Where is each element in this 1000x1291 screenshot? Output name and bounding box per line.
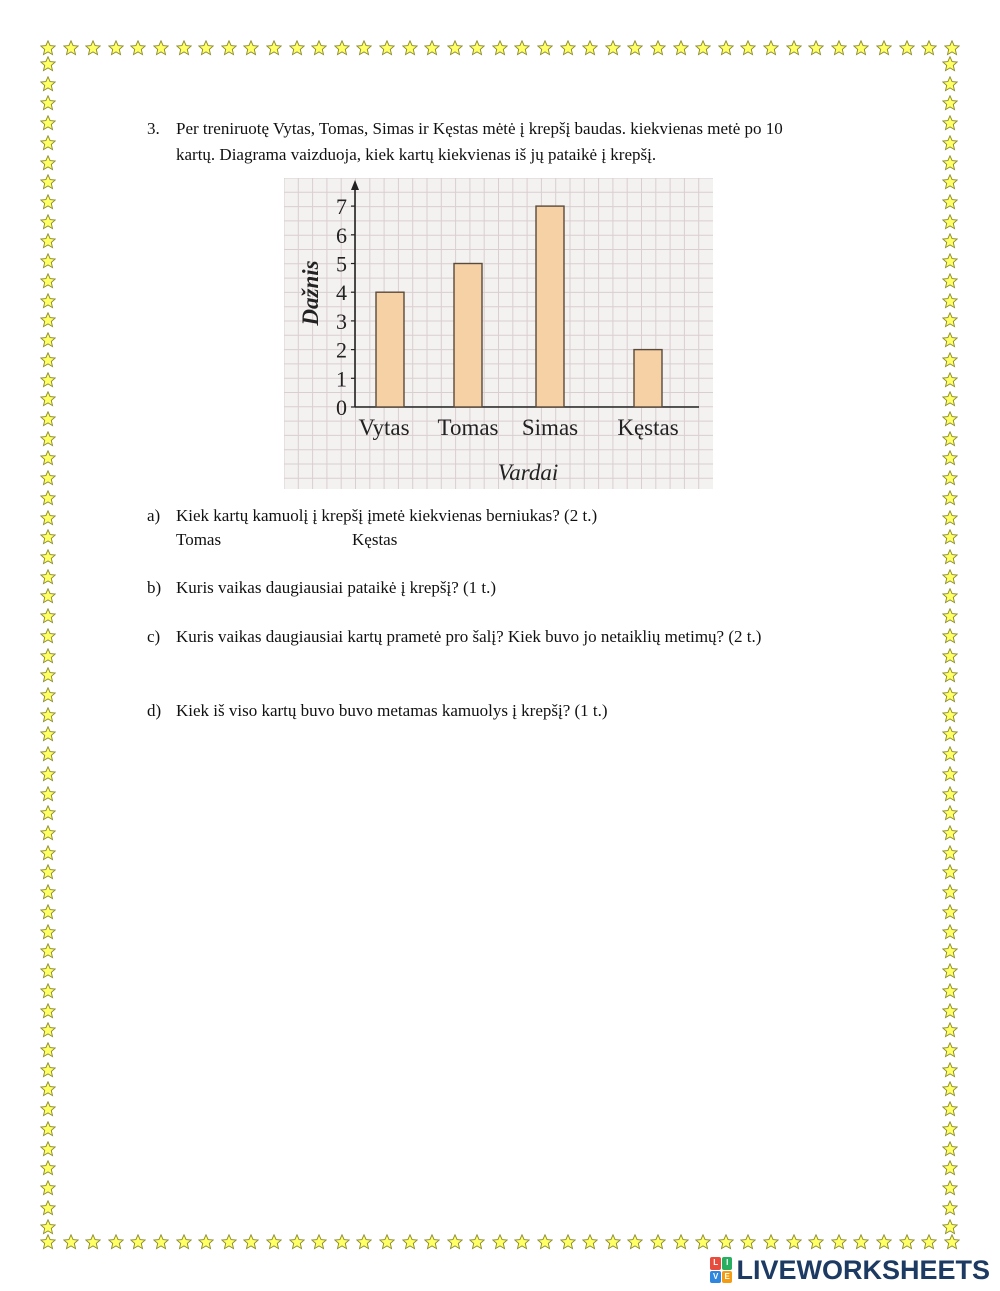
star-icon <box>40 786 56 802</box>
bar-tomas <box>454 264 482 408</box>
star-icon <box>537 40 553 56</box>
star-icon <box>40 115 56 131</box>
y-axis-label: Dažnis <box>298 260 323 326</box>
star-icon <box>130 40 146 56</box>
star-icon <box>942 312 958 328</box>
star-icon <box>243 1234 259 1250</box>
star-icon <box>40 1101 56 1117</box>
star-icon <box>198 40 214 56</box>
star-icon <box>40 766 56 782</box>
star-icon <box>582 1234 598 1250</box>
star-icon <box>942 805 958 821</box>
star-icon <box>942 431 958 447</box>
star-icon <box>402 1234 418 1250</box>
question-text-line1: Per treniruotę Vytas, Tomas, Simas ir Kęstas mėtė į krepšį baudas. kiekvienas metė po 10 <box>176 119 783 138</box>
star-icon <box>40 529 56 545</box>
star-icon <box>942 707 958 723</box>
star-icon <box>942 135 958 151</box>
star-icon <box>40 174 56 190</box>
star-icon <box>942 766 958 782</box>
star-icon <box>942 76 958 92</box>
star-icon <box>718 1234 734 1250</box>
star-icon <box>740 40 756 56</box>
bar-vytas <box>376 292 404 407</box>
star-icon <box>605 1234 621 1250</box>
star-icon <box>176 40 192 56</box>
star-icon <box>942 56 958 72</box>
star-icon <box>942 490 958 506</box>
star-icon <box>469 1234 485 1250</box>
star-icon <box>40 76 56 92</box>
star-icon <box>40 450 56 466</box>
star-icon <box>942 372 958 388</box>
star-icon <box>85 1234 101 1250</box>
star-icon <box>514 40 530 56</box>
star-icon <box>650 1234 666 1250</box>
star-icon <box>40 805 56 821</box>
star-icon <box>40 1081 56 1097</box>
star-icon <box>944 1234 960 1250</box>
star-icon <box>153 1234 169 1250</box>
star-icon <box>176 1234 192 1250</box>
star-icon <box>514 1234 530 1250</box>
star-icon <box>40 372 56 388</box>
star-icon <box>942 1219 958 1235</box>
star-icon <box>40 95 56 111</box>
star-icon <box>942 1141 958 1157</box>
star-icon <box>673 40 689 56</box>
star-icon <box>40 56 56 72</box>
star-icon <box>942 391 958 407</box>
star-icon <box>942 194 958 210</box>
star-icon <box>63 1234 79 1250</box>
star-icon <box>40 1234 56 1250</box>
star-icon <box>582 40 598 56</box>
star-icon <box>942 588 958 604</box>
star-icon <box>942 155 958 171</box>
star-icon <box>921 1234 937 1250</box>
star-icon <box>808 1234 824 1250</box>
sub-question-text: Kuris vaikas daugiausiai kartų prametė pro šalį? Kiek buvo jo netaiklių metimų? (2 t.) <box>176 627 762 646</box>
star-icon <box>942 95 958 111</box>
star-border-right <box>940 56 960 1236</box>
y-tick-label: 2 <box>336 337 347 363</box>
star-icon <box>221 1234 237 1250</box>
star-icon <box>153 40 169 56</box>
star-icon <box>402 40 418 56</box>
star-icon <box>40 1180 56 1196</box>
answer-label-kestas: Kęstas <box>352 530 398 549</box>
star-icon <box>492 1234 508 1250</box>
liveworksheets-brand-text: LIVEWORKSHEETS <box>736 1254 990 1285</box>
star-icon <box>942 1200 958 1216</box>
sub-question-text: Kiek iš viso kartų buvo buvo metamas kamuolys į krepšį? (1 t.) <box>176 701 608 720</box>
star-icon <box>921 40 937 56</box>
star-icon <box>40 864 56 880</box>
logo-letter: I <box>722 1257 733 1270</box>
star-icon <box>537 1234 553 1250</box>
star-icon <box>786 40 802 56</box>
star-icon <box>942 549 958 565</box>
star-icon <box>942 608 958 624</box>
star-icon <box>447 40 463 56</box>
star-icon <box>40 510 56 526</box>
x-tick-label: Tomas <box>437 415 499 440</box>
star-icon <box>130 1234 146 1250</box>
star-icon <box>942 529 958 545</box>
star-icon <box>40 746 56 762</box>
star-icon <box>942 1042 958 1058</box>
star-icon <box>40 40 56 56</box>
star-icon <box>85 40 101 56</box>
star-icon <box>40 214 56 230</box>
star-icon <box>243 40 259 56</box>
star-icon <box>942 411 958 427</box>
star-icon <box>311 1234 327 1250</box>
x-tick-label: Simas <box>521 415 579 440</box>
star-icon <box>853 40 869 56</box>
star-icon <box>334 40 350 56</box>
star-icon <box>379 40 395 56</box>
star-icon <box>942 864 958 880</box>
star-icon <box>40 648 56 664</box>
star-icon <box>40 1003 56 1019</box>
sub-question-text: Kiek kartų kamuolį į krepšį įmetė kiekvienas berniukas? (2 t.) <box>176 506 598 525</box>
star-icon <box>942 628 958 644</box>
y-tick-label: 1 <box>336 366 347 392</box>
star-icon <box>831 40 847 56</box>
x-tick-label: Vytas <box>358 415 410 440</box>
star-icon <box>942 352 958 368</box>
star-border-left <box>38 56 58 1236</box>
star-icon <box>311 40 327 56</box>
star-icon <box>198 1234 214 1250</box>
bar-chart-svg <box>284 178 713 489</box>
star-icon <box>942 943 958 959</box>
star-icon <box>942 726 958 742</box>
star-icon <box>942 253 958 269</box>
sub-question-label: a) <box>147 506 161 525</box>
star-icon <box>673 1234 689 1250</box>
star-icon <box>289 40 305 56</box>
star-icon <box>40 707 56 723</box>
star-icon <box>40 1141 56 1157</box>
star-icon <box>40 687 56 703</box>
star-icon <box>942 845 958 861</box>
star-icon <box>334 1234 350 1250</box>
star-icon <box>40 312 56 328</box>
star-border-bottom <box>40 1232 960 1252</box>
star-icon <box>942 293 958 309</box>
star-icon <box>899 40 915 56</box>
star-icon <box>853 1234 869 1250</box>
star-icon <box>740 1234 756 1250</box>
star-icon <box>942 1003 958 1019</box>
y-tick-label: 0 <box>336 395 347 420</box>
sub-question-label: b) <box>147 578 162 597</box>
star-icon <box>40 1062 56 1078</box>
star-icon <box>40 490 56 506</box>
bar-kęstas <box>634 350 662 407</box>
star-icon <box>40 963 56 979</box>
star-icon <box>808 40 824 56</box>
liveworksheets-logo[interactable] <box>710 1255 990 1285</box>
star-icon <box>40 332 56 348</box>
star-icon <box>942 786 958 802</box>
star-icon <box>876 1234 892 1250</box>
star-icon <box>942 1121 958 1137</box>
star-icon <box>942 273 958 289</box>
star-icon <box>942 904 958 920</box>
bar-simas <box>536 206 564 407</box>
star-icon <box>40 983 56 999</box>
star-icon <box>942 233 958 249</box>
x-axis-label: Vardai <box>497 460 559 485</box>
star-icon <box>650 40 666 56</box>
star-icon <box>942 1062 958 1078</box>
star-icon <box>379 1234 395 1250</box>
star-icon <box>763 40 779 56</box>
star-icon <box>763 1234 779 1250</box>
star-icon <box>40 155 56 171</box>
star-icon <box>447 1234 463 1250</box>
star-icon <box>627 40 643 56</box>
star-icon <box>40 943 56 959</box>
star-icon <box>942 1081 958 1097</box>
star-icon <box>221 40 237 56</box>
star-icon <box>40 431 56 447</box>
y-tick-label: 3 <box>336 308 347 334</box>
star-icon <box>40 135 56 151</box>
star-icon <box>942 825 958 841</box>
star-icon <box>942 1022 958 1038</box>
logo-letter: L <box>710 1257 721 1270</box>
star-icon <box>40 825 56 841</box>
star-icon <box>40 1022 56 1038</box>
star-icon <box>942 667 958 683</box>
sub-question-text: Kuris vaikas daugiausiai pataikė į krepšį? (1 t.) <box>176 578 497 597</box>
star-icon <box>356 1234 372 1250</box>
star-icon <box>627 1234 643 1250</box>
star-icon <box>718 40 734 56</box>
question-number: 3. <box>147 119 160 138</box>
sub-question-label: d) <box>147 701 162 720</box>
star-icon <box>40 1042 56 1058</box>
bar-chart <box>284 178 713 489</box>
star-icon <box>40 233 56 249</box>
star-icon <box>899 1234 915 1250</box>
star-icon <box>40 391 56 407</box>
star-icon <box>63 40 79 56</box>
star-icon <box>469 40 485 56</box>
star-icon <box>266 40 282 56</box>
star-icon <box>40 884 56 900</box>
star-icon <box>942 687 958 703</box>
star-icon <box>786 1234 802 1250</box>
star-icon <box>942 470 958 486</box>
star-icon <box>942 924 958 940</box>
star-icon <box>40 569 56 585</box>
star-icon <box>942 569 958 585</box>
star-icon <box>40 628 56 644</box>
question-text-line2: kartų. Diagrama vaizduoja, kiek kartų kiekvienas iš jų pataikė į krepšį. <box>176 145 657 164</box>
star-icon <box>944 40 960 56</box>
star-icon <box>40 194 56 210</box>
star-icon <box>831 1234 847 1250</box>
star-icon <box>40 273 56 289</box>
star-icon <box>40 667 56 683</box>
star-icon <box>942 746 958 762</box>
star-icon <box>942 983 958 999</box>
star-icon <box>424 1234 440 1250</box>
star-icon <box>40 411 56 427</box>
star-icon <box>40 352 56 368</box>
star-icon <box>695 40 711 56</box>
y-tick-label: 6 <box>336 222 347 248</box>
y-tick-label: 7 <box>336 194 347 220</box>
star-icon <box>942 214 958 230</box>
star-icon <box>942 174 958 190</box>
star-icon <box>40 293 56 309</box>
star-icon <box>695 1234 711 1250</box>
star-icon <box>560 1234 576 1250</box>
star-icon <box>424 40 440 56</box>
star-icon <box>942 884 958 900</box>
star-icon <box>40 588 56 604</box>
star-icon <box>942 1101 958 1117</box>
star-icon <box>40 1219 56 1235</box>
liveworksheets-logo-icon <box>710 1257 732 1283</box>
star-icon <box>40 924 56 940</box>
star-icon <box>942 963 958 979</box>
star-icon <box>605 40 621 56</box>
x-tick-label: Kęstas <box>617 415 679 440</box>
star-icon <box>40 470 56 486</box>
star-icon <box>942 115 958 131</box>
star-icon <box>942 450 958 466</box>
star-icon <box>942 1180 958 1196</box>
star-icon <box>108 40 124 56</box>
star-icon <box>492 40 508 56</box>
star-icon <box>40 1160 56 1176</box>
y-tick-label: 4 <box>336 280 347 306</box>
star-icon <box>942 648 958 664</box>
star-icon <box>266 1234 282 1250</box>
star-icon <box>289 1234 305 1250</box>
star-icon <box>40 253 56 269</box>
star-icon <box>942 510 958 526</box>
star-border-top <box>40 38 960 58</box>
star-icon <box>40 1200 56 1216</box>
star-icon <box>40 1121 56 1137</box>
answer-label-tomas: Tomas <box>176 530 222 549</box>
star-icon <box>356 40 372 56</box>
star-icon <box>876 40 892 56</box>
star-icon <box>108 1234 124 1250</box>
star-icon <box>942 1160 958 1176</box>
star-icon <box>40 904 56 920</box>
y-tick-label: 5 <box>336 251 347 277</box>
sub-question-label: c) <box>147 627 161 646</box>
star-icon <box>40 726 56 742</box>
logo-letter: V <box>710 1271 721 1284</box>
star-icon <box>560 40 576 56</box>
logo-letter: E <box>722 1271 733 1284</box>
star-icon <box>40 845 56 861</box>
star-icon <box>40 608 56 624</box>
star-icon <box>40 549 56 565</box>
star-icon <box>942 332 958 348</box>
